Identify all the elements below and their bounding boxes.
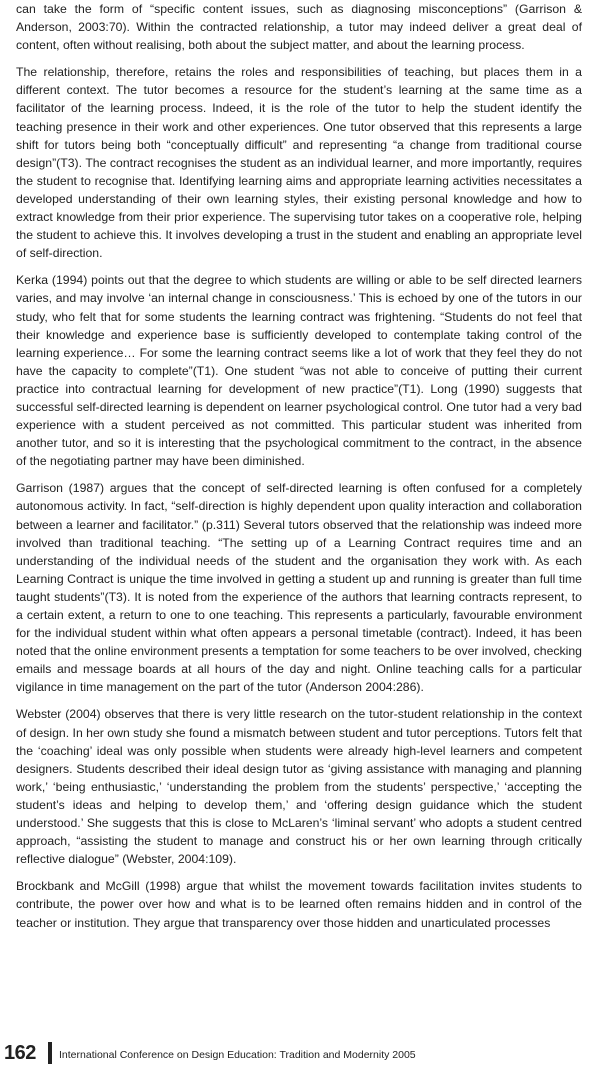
paragraph-3: Kerka (1994) points out that the degree to which students are willing or able to be self directed learners varies, and may involve ‘an internal change in consciousness.’ This is echoed by one of the tutors in our study, who felt that for some students the learning contract was frightening. “Students do not feel that their knowledge and experience base is sufficiently developed to contemplate taking control of the learning experience… For some the learning contract seems like a lot of work that they feel they do not have the capacity to complete”(T1). One student “was not able to conceive of putting their current practice into contractual learning for development of new practice”(T1). Long (1990) suggests that successful self-directed learning is dependent on learner psychological control. One tutor had a very bad experience with a student perceived as not committed. This particular student was inherited from another tutor, and so it is interesting that the psychological commitment to the contract, in the absence of the negotiating partner may have been diminished.	[16, 273, 582, 469]
conference-title: International Conference on Design Education: Tradition and Modernity 2005	[59, 1049, 416, 1061]
page-number: 162	[4, 1042, 36, 1064]
paragraph-6: Brockbank and McGill (1998) argue that whilst the movement towards facilitation invites students to contribute, the power over how and what is to be learned often remains hidden and in control of the teacher or institution. They argue that transparency over those hidden and unarticulated processes	[16, 879, 582, 930]
footer-divider	[48, 1042, 52, 1064]
paragraph-5: Webster (2004) observes that there is very little research on the tutor-student relationship in the context of design. In her own study she found a mismatch between student and tutor perceptions. Tutors felt that the ‘coaching’ ideal was only possible when students were already high-level learners and competent designers. Students described their ideal design tutor as ‘giving assistance with managing and planning work,’ ‘being enthusiastic,’ ‘understanding the problem from the students’ perspective,’ ‘accepting the student’s ideas and helping to develop them,’ and ‘offering design guidance which the student understood.’ She suggests that this is close to McLaren’s ‘liminal servant’ who adopts a student centred approach, “assisting the student to manage and construct his or her own learning through critically reflective dialogue” (Webster, 2004:109).	[16, 707, 582, 867]
article-body	[16, 0, 582, 941]
paragraph-4: Garrison (1987) argues that the concept of self-directed learning is often confused for a completely autonomous activity. In fact, “self-direction is highly dependent upon quality interaction and collaboration between a learner and facilitator.” (p.311) Several tutors observed that the relationship was indeed more involved than traditional teaching. “The setting up of a Learning Contract requires time and an understanding of the individual needs of the student and the organisation they work with. As each Learning Contract is unique the time involved in getting a student up and running is greater than full time taught students”(T3). It is noted from the experience of the authors that learning contracts represent, to a certain extent, a return to one to one teaching. This represents a particularly, favourable environment for the individual student within what often appears a personal timetable (contract). Indeed, it has been noted that the online environment presents a temptation for some teachers to be over involved, checking emails and message boards at all hours of the day and night. Online teaching calls for a particular vigilance in time management on the part of the tutor (Anderson 2004:286).	[16, 481, 582, 695]
page-footer	[4, 1041, 594, 1065]
paragraph-1: can take the form of “specific content issues, such as diagnosing misconceptions” (Garrison & Anderson, 2003:70). Within the contracted relationship, a tutor may indeed deliver a great deal of content, often without realising, both about the subject matter, and about the learning process.	[16, 2, 582, 53]
paragraph-2: The relationship, therefore, retains the roles and responsibilities of teaching, but places them in a different context. The tutor becomes a resource for the student’s learning at the same time as a facilitator of the learning process. Indeed, it is the role of the tutor to help the student identify the teaching presence in their work and other experiences. One tutor observed that this represents a large shift for tutors being both “conceptually difficult” and representing “a change from traditional course design”(T3). The contract recognises the student as an individual learner, and more importantly, requires the student to recognise that. Identifying learning aims and appropriate learning activities necessitates a developed understanding of their own learning styles, their existing personal knowledge and how to extract knowledge from their prior experience. The supervising tutor takes on a cooperative role, helping the student to achieve this. It involves developing a trust in the student and enabling an appropriate level of self-direction.	[16, 65, 582, 261]
